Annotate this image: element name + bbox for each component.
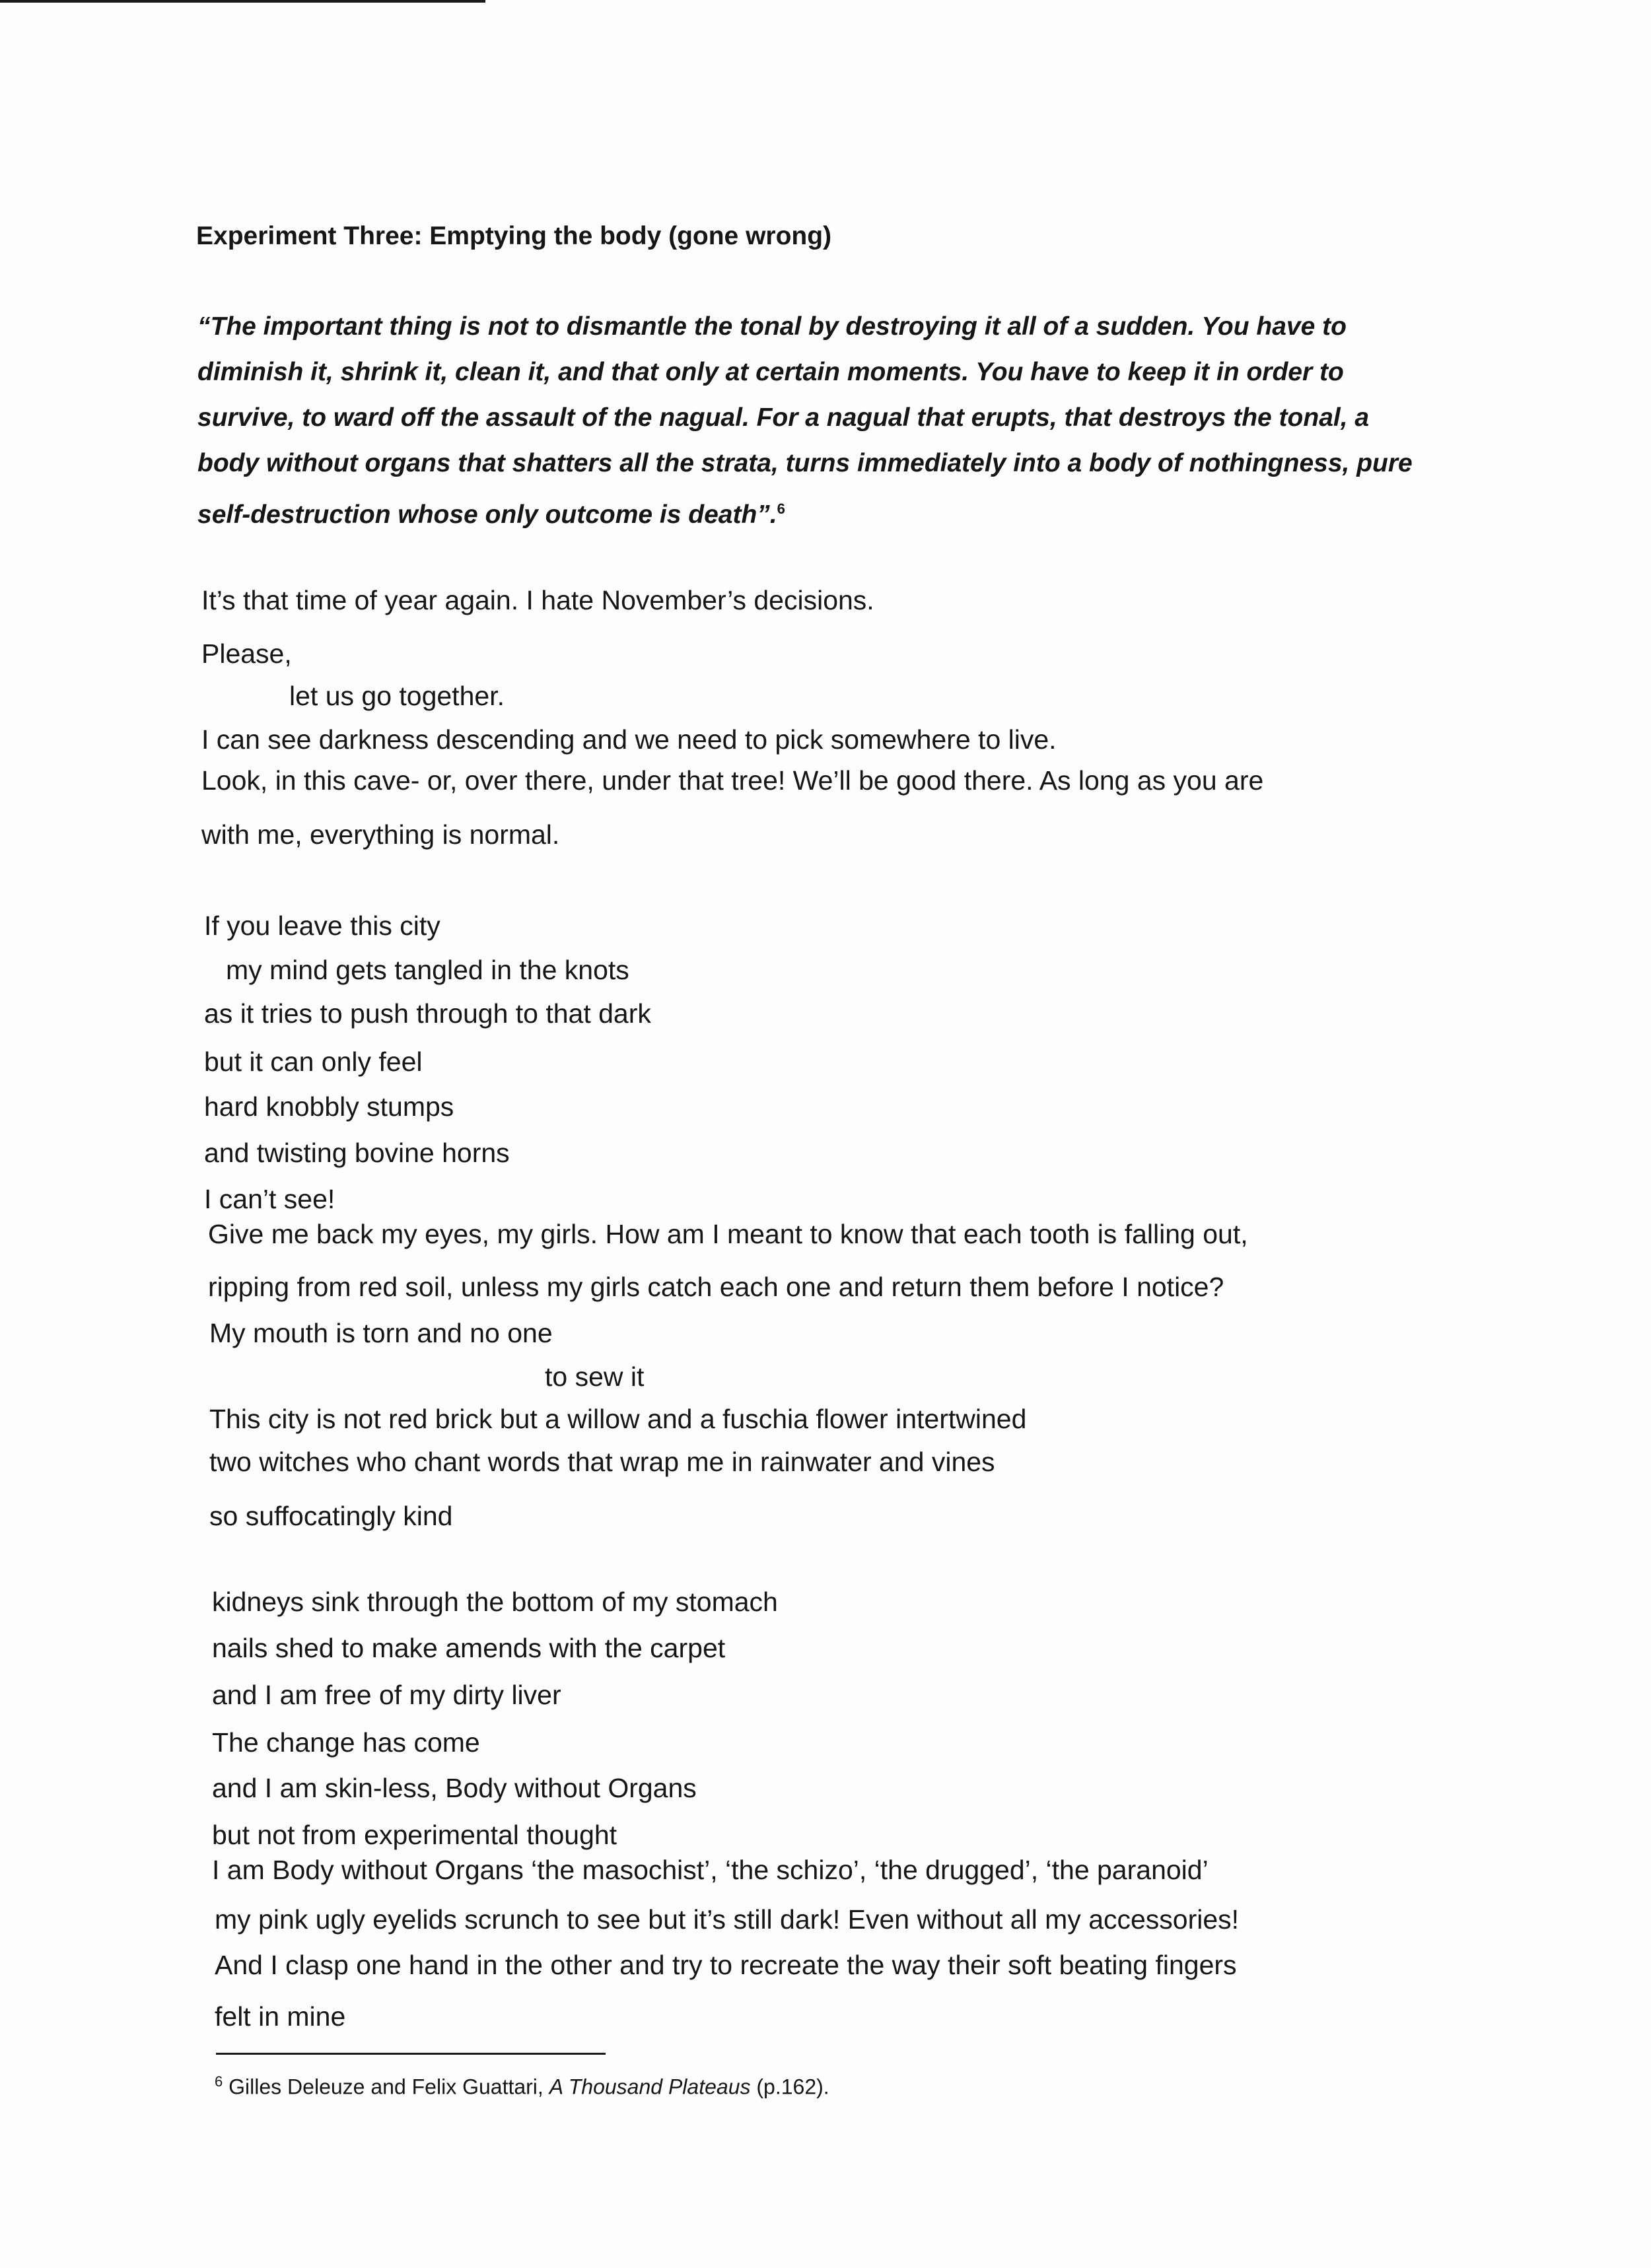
scan-edge-line	[0, 0, 485, 3]
poem-line: and I am skin-less, Body without Organs	[212, 1773, 697, 1803]
poem-line: with me, everything is normal.	[201, 819, 560, 850]
poem-line: but it can only feel	[204, 1047, 423, 1077]
poem-line: I am Body without Organs ‘the masochist’, ‘the schizo’, ‘the drugged’, ‘the paranoid’	[212, 1855, 1209, 1885]
poem-line: Look, in this cave- or, over there, under that tree! We’ll be good there. As long as you are	[201, 765, 1264, 796]
footnote-reference: 6	[777, 500, 785, 517]
epigraph-quote	[197, 304, 1426, 537]
footnote	[215, 2073, 829, 2100]
footnote-page: (p.162).	[750, 2075, 829, 2099]
poem-line: hard knobbly stumps	[204, 1091, 454, 1122]
footnote-number: 6	[215, 2073, 223, 2090]
poem-line: nails shed to make amends with the carpet	[212, 1633, 726, 1663]
poem-line: as it tries to push through to that dark	[204, 998, 651, 1029]
poem-line: I can’t see!	[204, 1184, 335, 1214]
poem-line: And I clasp one hand in the other and try to recreate the way their soft beating fingers	[215, 1950, 1237, 1980]
poem-line: but not from experimental thought	[212, 1820, 617, 1850]
poem-line: kidneys sink through the bottom of my stomach	[212, 1587, 778, 1617]
poem-line: felt in mine	[215, 2001, 346, 2032]
poem-line: my pink ugly eyelids scrunch to see but it’s still dark! Even without all my accessories!	[215, 1904, 1240, 1935]
poem-line: My mouth is torn and no one	[209, 1318, 553, 1348]
section-title: Experiment Three: Emptying the body (gone wrong)	[196, 222, 832, 250]
footnote-separator	[216, 2053, 606, 2055]
poem-line: Please,	[201, 638, 292, 669]
poem-line: Give me back my eyes, my girls. How am I meant to know that each tooth is falling out,	[208, 1219, 1248, 1249]
poem-line: two witches who chant words that wrap me in rainwater and vines	[209, 1447, 995, 1477]
poem-line: If you leave this city	[204, 911, 440, 941]
poem-line: This city is not red brick but a willow and a fuschia flower intertwined	[209, 1404, 1027, 1434]
poem-line: ripping from red soil, unless my girls catch each one and return them before I notice?	[208, 1272, 1224, 1302]
poem-line: I can see darkness descending and we need to pick somewhere to live.	[201, 724, 1057, 755]
poem-line: The change has come	[212, 1727, 480, 1758]
poem-line: It’s that time of year again. I hate November’s decisions.	[201, 585, 874, 615]
poem-line: and I am free of my dirty liver	[212, 1680, 561, 1710]
poem-line: and twisting bovine horns	[204, 1138, 510, 1168]
poem-line: let us go together.	[289, 681, 505, 711]
footnote-work-title: A Thousand Plateaus	[549, 2075, 751, 2099]
poem-line: my mind gets tangled in the knots	[226, 955, 629, 985]
epigraph-text: “The important thing is not to dismantle the tonal by destroying it all of a sudden. You have to diminish it, shrink it, clean it, and that only at certain moments. You have to keep it in order to survive, to ward off the assault of the nagual. For a nagual that erupts, that destroys the tonal, a body without organs that shatters all the strata, turns immediately into a body of nothingness, pure self-destruction whose only outcome is death”.	[197, 312, 1413, 529]
poem-line: to sew it	[545, 1361, 645, 1392]
poem-line: so suffocatingly kind	[209, 1501, 453, 1531]
footnote-authors: Gilles Deleuze and Felix Guattari,	[228, 2075, 549, 2099]
